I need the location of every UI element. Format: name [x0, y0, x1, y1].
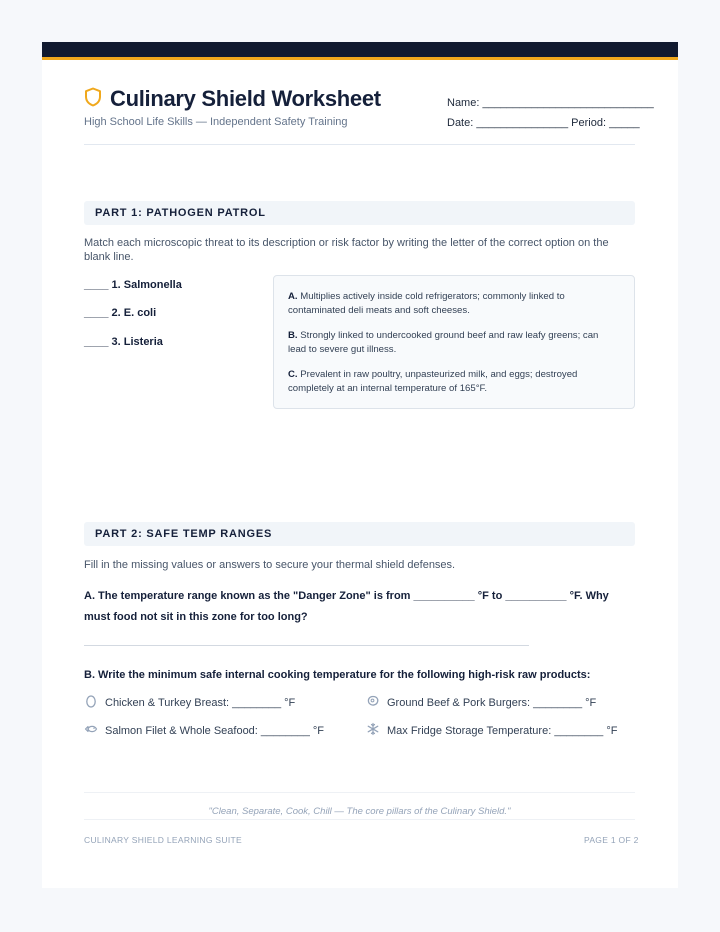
option-letter: B.	[288, 330, 298, 341]
option-letter: C.	[288, 369, 298, 380]
footer-quote: "Clean, Separate, Cook, Chill — The core pillars of the Culinary Shield."	[208, 806, 511, 817]
options-box	[273, 275, 635, 409]
page-subtitle: High School Life Skills — Independent Safety Training	[84, 116, 348, 128]
match-item-ecoli[interactable]: ____ 2. E. coli	[84, 307, 157, 319]
temp-label: Salmon Filet & Whole Seafood: ________ °F	[105, 724, 325, 737]
fish-icon	[84, 722, 105, 739]
part2-heading-bar	[84, 522, 635, 546]
date-period-field[interactable]: Date: _______________ Period: _____	[447, 117, 640, 129]
option-letter: A.	[288, 291, 298, 302]
quote-divider-top	[84, 792, 635, 793]
temp-label: Chicken & Turkey Breast: ________ °F	[105, 696, 296, 709]
temp-item-fridge[interactable]	[366, 722, 617, 739]
worksheet-page	[42, 42, 678, 888]
question-a[interactable]: A. The temperature range known as the "Danger Zone" is from __________ °F to __________ °F. Why must food not sit in this zone for too long?	[84, 590, 609, 623]
page-title: Culinary Shield Worksheet	[110, 86, 381, 111]
part1-instructions: Match each microscopic threat to its description or risk factor by writing the letter of the correct option on the blank line.	[84, 237, 609, 263]
header-divider	[84, 144, 635, 145]
steak-icon	[366, 694, 387, 711]
part1-heading-bar	[84, 201, 635, 225]
question-b: B. Write the minimum safe internal cooking temperature for the following high-risk raw products:	[84, 669, 591, 681]
temp-item-chicken[interactable]	[84, 694, 295, 711]
header-bar	[42, 42, 678, 57]
name-field[interactable]: Name: ____________________________	[447, 97, 654, 109]
header-accent-stripe	[42, 57, 678, 60]
footer-brand: CULINARY SHIELD LEARNING SUITE	[84, 835, 242, 845]
page-number: PAGE 1 OF 2	[584, 835, 639, 845]
title-row	[84, 86, 381, 112]
temp-item-seafood[interactable]	[84, 722, 324, 739]
quote-divider-bottom	[84, 819, 635, 820]
option-text: Strongly linked to undercooked ground beef and raw leafy greens; can lead to severe gut illness.	[288, 330, 599, 355]
part2-instructions: Fill in the missing values or answers to secure your thermal shield defenses.	[84, 559, 456, 571]
temp-item-beef[interactable]	[366, 694, 596, 711]
snowflake-icon	[366, 722, 387, 739]
option-b	[288, 329, 610, 357]
option-a	[288, 290, 610, 318]
shield-icon	[84, 87, 102, 112]
option-c	[288, 368, 610, 396]
match-item-listeria[interactable]: ____ 3. Listeria	[84, 336, 163, 348]
part1-heading: PART 1: PATHOGEN PATROL	[95, 207, 266, 219]
option-text: Multiplies actively inside cold refrigerators; commonly linked to contaminated deli meats and soft cheeses.	[288, 291, 565, 316]
temp-label: Max Fridge Storage Temperature: ________ °F	[387, 724, 618, 737]
part2-heading: PART 2: SAFE TEMP RANGES	[95, 528, 273, 540]
answer-line[interactable]	[84, 645, 529, 646]
temp-label: Ground Beef & Pork Burgers: ________ °F	[387, 696, 597, 709]
match-item-salmonella[interactable]: ____ 1. Salmonella	[84, 279, 182, 291]
option-text: Prevalent in raw poultry, unpasteurized milk, and eggs; destroyed completely at an internal temperature of 165°F.	[288, 369, 578, 394]
egg-icon	[84, 694, 105, 711]
